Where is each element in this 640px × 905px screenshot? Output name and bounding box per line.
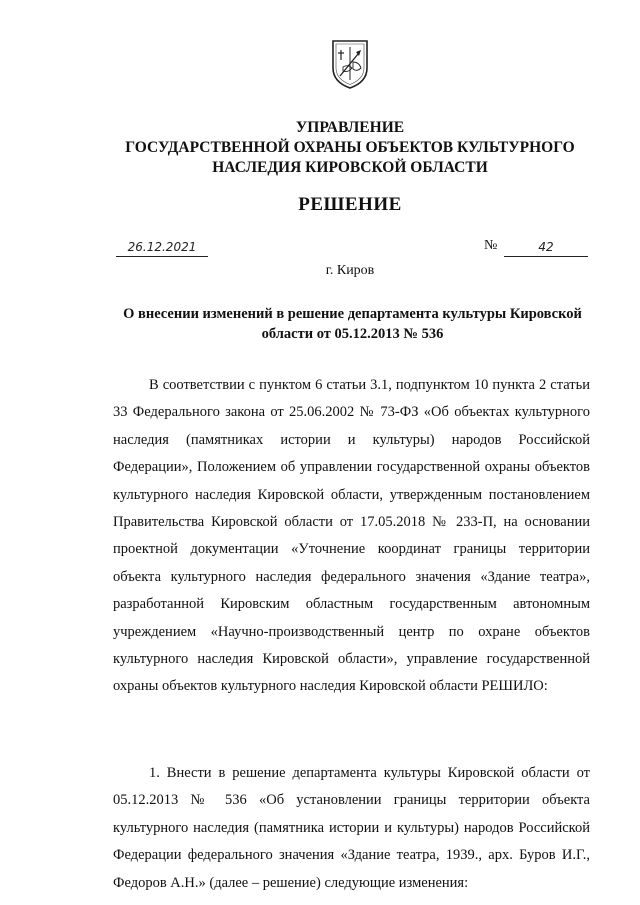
body-paragraph-1: В соответствии с пунктом 6 статьи 3.1, подпунктом 10 пункта 2 статьи 33 Федерального закона от 25.06.2002 № 73-ФЗ «Об объектах культурного наследия (памятниках истории и культуры) народов Российской Федерации», Положением об управлении государственной охраны объектов культурного наследия Кировской области, утвержденным постановлением Правительства Кировской области от 17.05.2018 № 233-П, на основании проектной документации «Уточнение координат границы территории объекта культурного наследия федерального значения «Здание театра», разработанной Кировским областным государственным автономным учреждением «Научно-производственный центр по охране объектов культурного наследия Кировской области», управление государственной охраны объектов культурного наследия Кировской области РЕШИЛО: — [113, 377, 590, 695]
agency-name — [90, 118, 610, 178]
agency-line-3: НАСЛЕДИЯ КИРОВСКОЙ ОБЛАСТИ — [212, 159, 488, 176]
body-paragraph-2: 1. Внести в решение департамента культуры Кировской области от 05.12.2013 № 536 «Об установлении границы территории объекта культурного наследия (памятника истории и культуры) народов Российской Федерации федерального значения «Здание театра, 1939., арх. Буров И.Г., Федоров А.Н.» (далее – решение) следующие изменения: — [113, 765, 590, 891]
agency-line-2: ГОСУДАРСТВЕННОЙ ОХРАНЫ ОБЪЕКТОВ КУЛЬТУРНОГО — [125, 139, 575, 156]
kirov-oblast-coat-of-arms-icon — [330, 38, 370, 90]
decision-date: 26.12.2021 — [116, 238, 208, 257]
agency-line-1: УПРАВЛЕНИЕ — [295, 119, 405, 136]
city: г. Киров — [325, 263, 375, 278]
decision-number: 42 — [504, 238, 588, 257]
number-label: № — [484, 238, 498, 253]
decision-subject: О внесении изменений в решение департамента культуры Кировской области от 05.12.2013 № 536 — [123, 306, 582, 342]
document-type-title: РЕШЕНИЕ — [298, 194, 402, 215]
